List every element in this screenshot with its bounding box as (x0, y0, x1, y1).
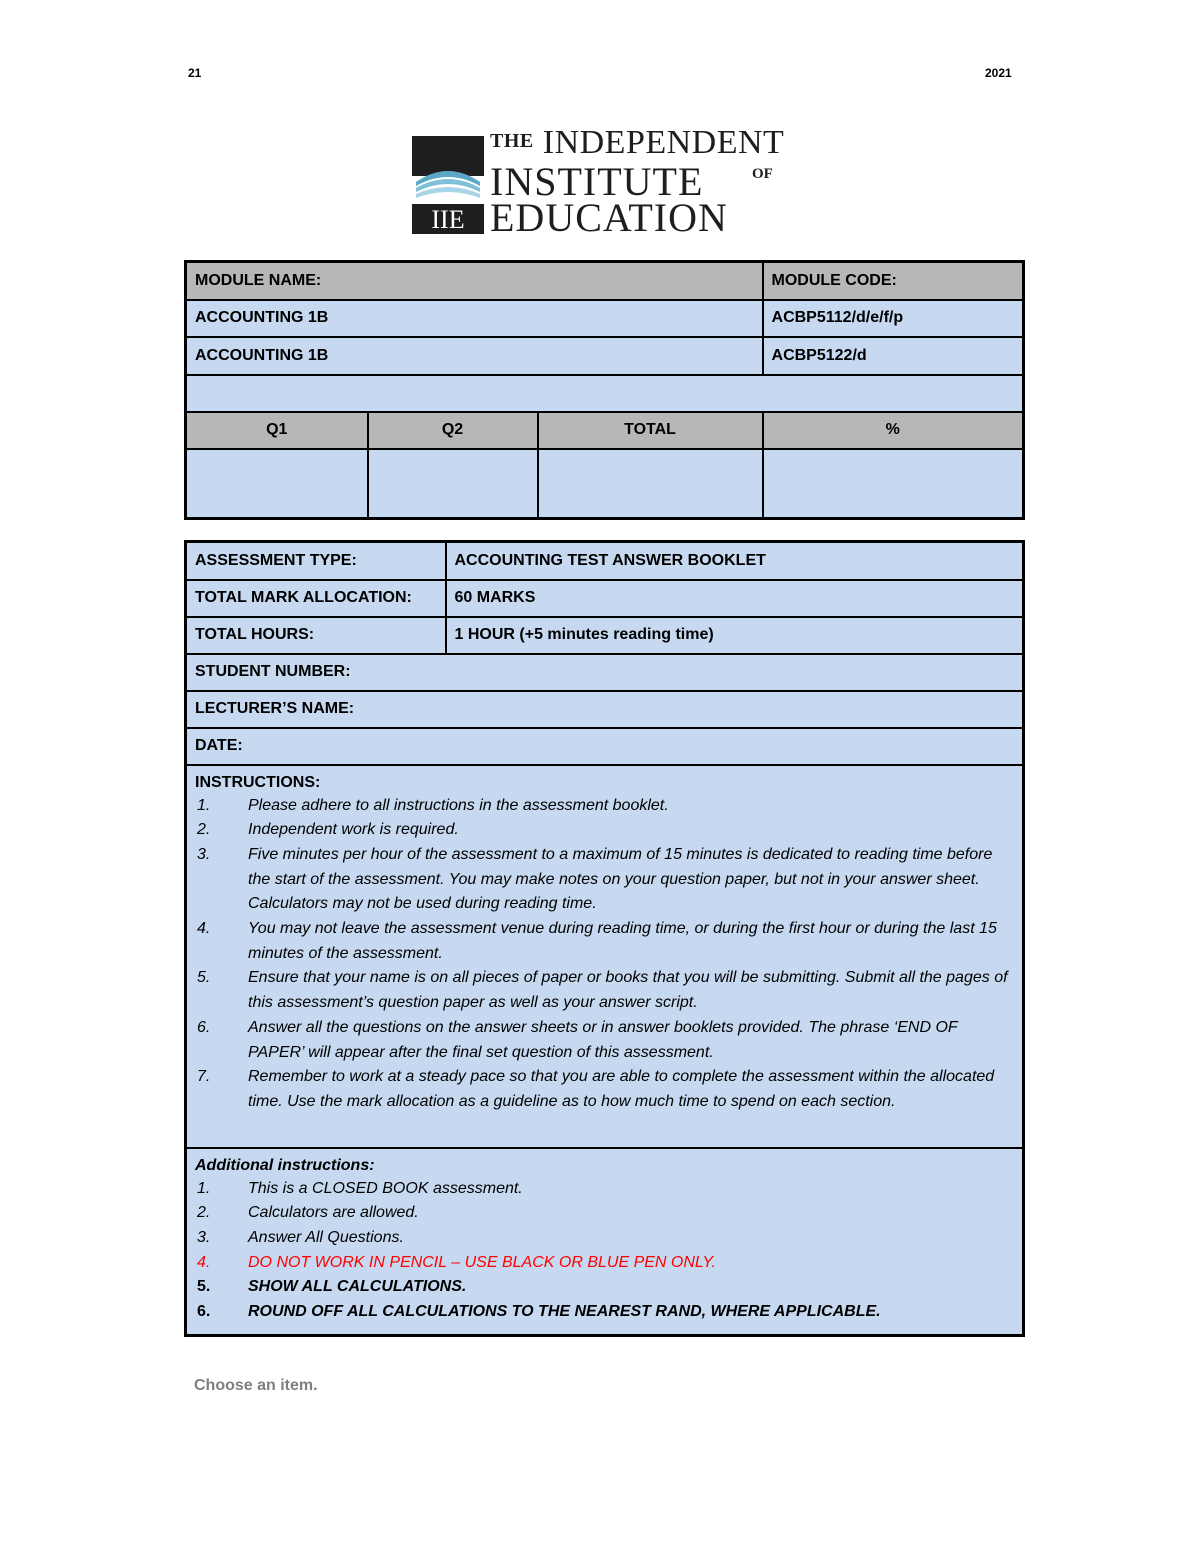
date-label: DATE: (195, 737, 243, 754)
date-field[interactable] (186, 728, 1024, 765)
additional-item: 6. ROUND OFF ALL CALCULATIONS TO THE NEAREST RAND, WHERE APPLICABLE. (197, 1303, 881, 1321)
instructions-title: INSTRUCTIONS: (195, 773, 321, 791)
additional-instructions-list (195, 1177, 1014, 1325)
logo-line-independent: THE INDEPENDENT (490, 124, 785, 161)
score-total-field[interactable] (538, 449, 763, 519)
total-hours-label: TOTAL HOURS: (186, 617, 446, 654)
assessment-type-label: ASSESSMENT TYPE: (186, 542, 446, 580)
logo-line-institute: INSTITUTE (490, 159, 704, 204)
module-code-2[interactable]: ACBP5122/d (763, 337, 1024, 375)
instruction-item: 3. Five minutes per hour of the assessment to a maximum of 15 minutes is dedicated to reading time before the start of the assessment. You may make notes on your question paper, but not in your answer sheet. Calculators may not be used during reading time. (197, 845, 993, 913)
iie-logo-mark (412, 130, 484, 234)
module-table (184, 260, 1025, 520)
choose-item-dropdown[interactable]: Choose an item. (194, 1377, 318, 1394)
score-header-q1: Q1 (186, 412, 368, 449)
additional-item: 5. SHOW ALL CALCULATIONS. (197, 1278, 467, 1296)
score-q2-field[interactable] (368, 449, 538, 519)
header-page-left: 21 (188, 66, 202, 80)
instructions-cell (186, 765, 1024, 1148)
total-marks-value: 60 MARKS (446, 580, 1024, 617)
instructions-list (195, 794, 1014, 1115)
module-code-label: MODULE CODE: (763, 262, 1024, 300)
additional-instructions-cell (186, 1148, 1024, 1336)
module-name-1[interactable]: ACCOUNTING 1B (186, 300, 763, 337)
instruction-item: 4. You may not leave the assessment venue during reading time, or during the first hour or during the last 15 minutes of the assessment. (197, 920, 997, 962)
assessment-table (184, 540, 1025, 1337)
additional-instructions-title: Additional instructions: (195, 1156, 375, 1174)
score-percent-field[interactable] (763, 449, 1024, 519)
module-blank-row[interactable] (186, 375, 1024, 412)
lecturer-name-field[interactable] (186, 691, 1024, 728)
logo-line-education: EDUCATION (490, 195, 728, 240)
student-number-field[interactable] (186, 654, 1024, 691)
instruction-item: 7. Remember to work at a steady pace so that you are able to complete the assessment within the allocated time. Use the mark allocation as a guideline as to how much time to spend on each section. (197, 1068, 995, 1110)
score-header-total: TOTAL (538, 412, 763, 449)
iie-logo (412, 124, 788, 240)
additional-item: 1. This is a CLOSED BOOK assessment. (197, 1179, 523, 1197)
header-year: 2021 (985, 66, 1012, 80)
iie-logo-mark-text: IIE (431, 205, 465, 234)
additional-item: 3. Answer All Questions. (197, 1228, 404, 1246)
instruction-item: 5. Ensure that your name is on all pieces of paper or books that you will be submitting. Submit all the pages of this assessment’s question paper as well as your answer script. (197, 969, 1008, 1012)
student-number-label: STUDENT NUMBER: (195, 663, 351, 680)
total-hours-value: 1 HOUR (+5 minutes reading time) (446, 617, 1024, 654)
instruction-item: 2. Independent work is required. (197, 821, 459, 839)
assessment-type-value: ACCOUNTING TEST ANSWER BOOKLET (446, 542, 1024, 580)
instruction-item: 6. Answer all the questions on the answer sheets or in answer booklets provided. The phrase ‘END OF PAPER’ will appear after the final set question of this assessment. (197, 1018, 958, 1061)
total-marks-label: TOTAL MARK ALLOCATION: (186, 580, 446, 617)
score-q1-field[interactable] (186, 449, 368, 519)
module-name-label: MODULE NAME: (186, 262, 763, 300)
score-header-percent: % (763, 412, 1024, 449)
additional-item-warning: 4. DO NOT WORK IN PENCIL – USE BLACK OR BLUE PEN ONLY. (197, 1253, 716, 1271)
logo-of: OF (752, 166, 773, 182)
module-code-1[interactable]: ACBP5112/d/e/f/p (763, 300, 1024, 337)
instruction-item: 1. Please adhere to all instructions in the assessment booklet. (197, 796, 669, 814)
score-header-q2: Q2 (368, 412, 538, 449)
lecturer-name-label: LECTURER’S NAME: (195, 700, 355, 717)
module-name-2[interactable]: ACCOUNTING 1B (186, 337, 763, 375)
additional-item: 2. Calculators are allowed. (197, 1204, 419, 1222)
